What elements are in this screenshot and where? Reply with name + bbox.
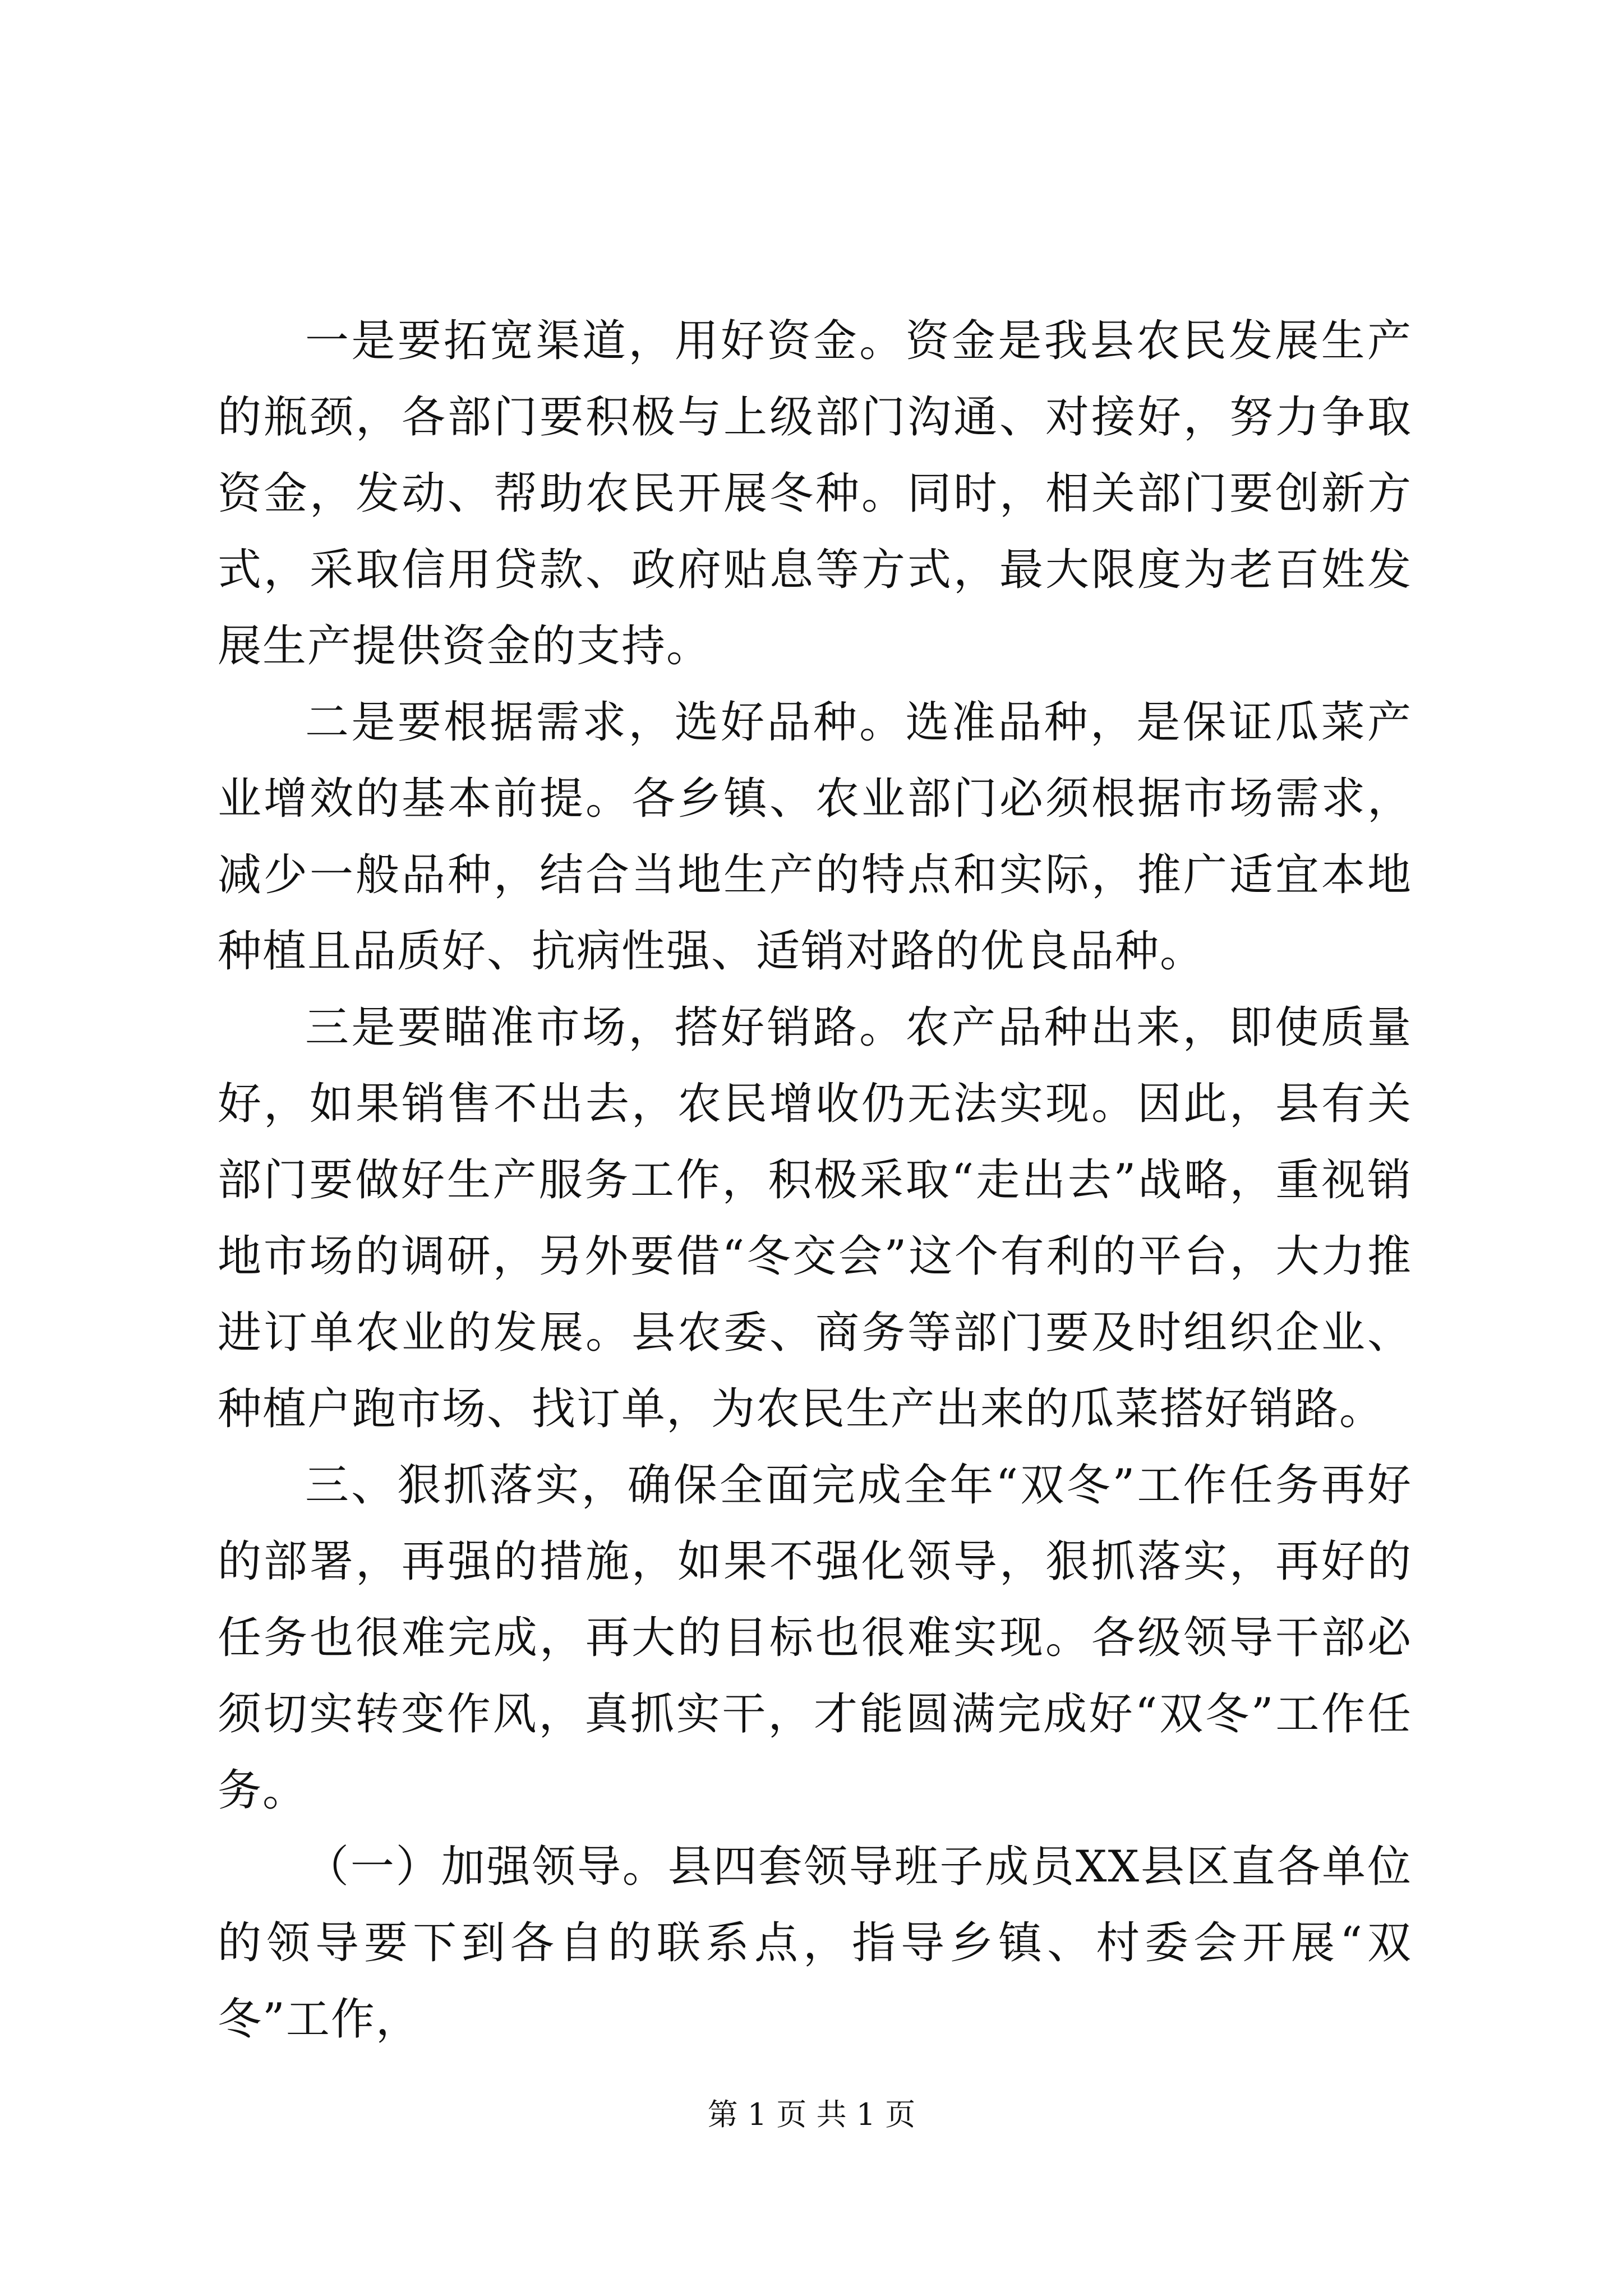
paragraph-leadership: （一）加强领导。县四套领导班子成员XX县区直各单位的领导要下到各自的联系点，指导乡镇、村委会开展“双冬”工作，: [218, 1842, 1412, 2045]
paragraph-market: 三是要瞄准市场，搭好销路。农产品种出来，即使质量好，如果销售不出去，农民增收仍无法实现。因此，县有关部门要做好生产服务工作，积极采取“走出去”战略，重视销地市场的调研，另外要借“冬交会”这个有利的平台，大力推进订单农业的发展。县农委、商务等部门要及时组织企业、种植户跑市场、找订单，为农民生产出来的瓜菜搭好销路。: [218, 1002, 1412, 1434]
page-number-footer: 第 1 页 共 1 页: [707, 2097, 916, 2132]
paragraph-varieties: 二是要根据需求，选好品种。选准品种，是保证瓜菜产业增效的基本前提。各乡镇、农业部门必须根据市场需求，减少一般品种，结合当地生产的特点和实际，推广适宜本地种植且品质好、抗病性强、适销对路的优良品种。: [218, 697, 1412, 977]
paragraph-implementation: 三、狠抓落实，确保全面完成全年“双冬”工作任务再好的部署，再强的措施，如果不强化领导，狠抓落实，再好的任务也很难完成，再大的目标也很难实现。各级领导干部必须切实转变作风，真抓实干，才能圆满完成好“双冬”工作任务。: [218, 1460, 1412, 1816]
document-body: [218, 303, 1412, 2058]
paragraph-funding: 一是要拓宽渠道，用好资金。资金是我县农民发展生产的瓶颈，各部门要积极与上级部门沟通、对接好，努力争取资金，发动、帮助农民开展冬种。同时，相关部门要创新方式，采取信用贷款、政府贴息等方式，最大限度为老百姓发展生产提供资金的支持。: [218, 316, 1412, 671]
